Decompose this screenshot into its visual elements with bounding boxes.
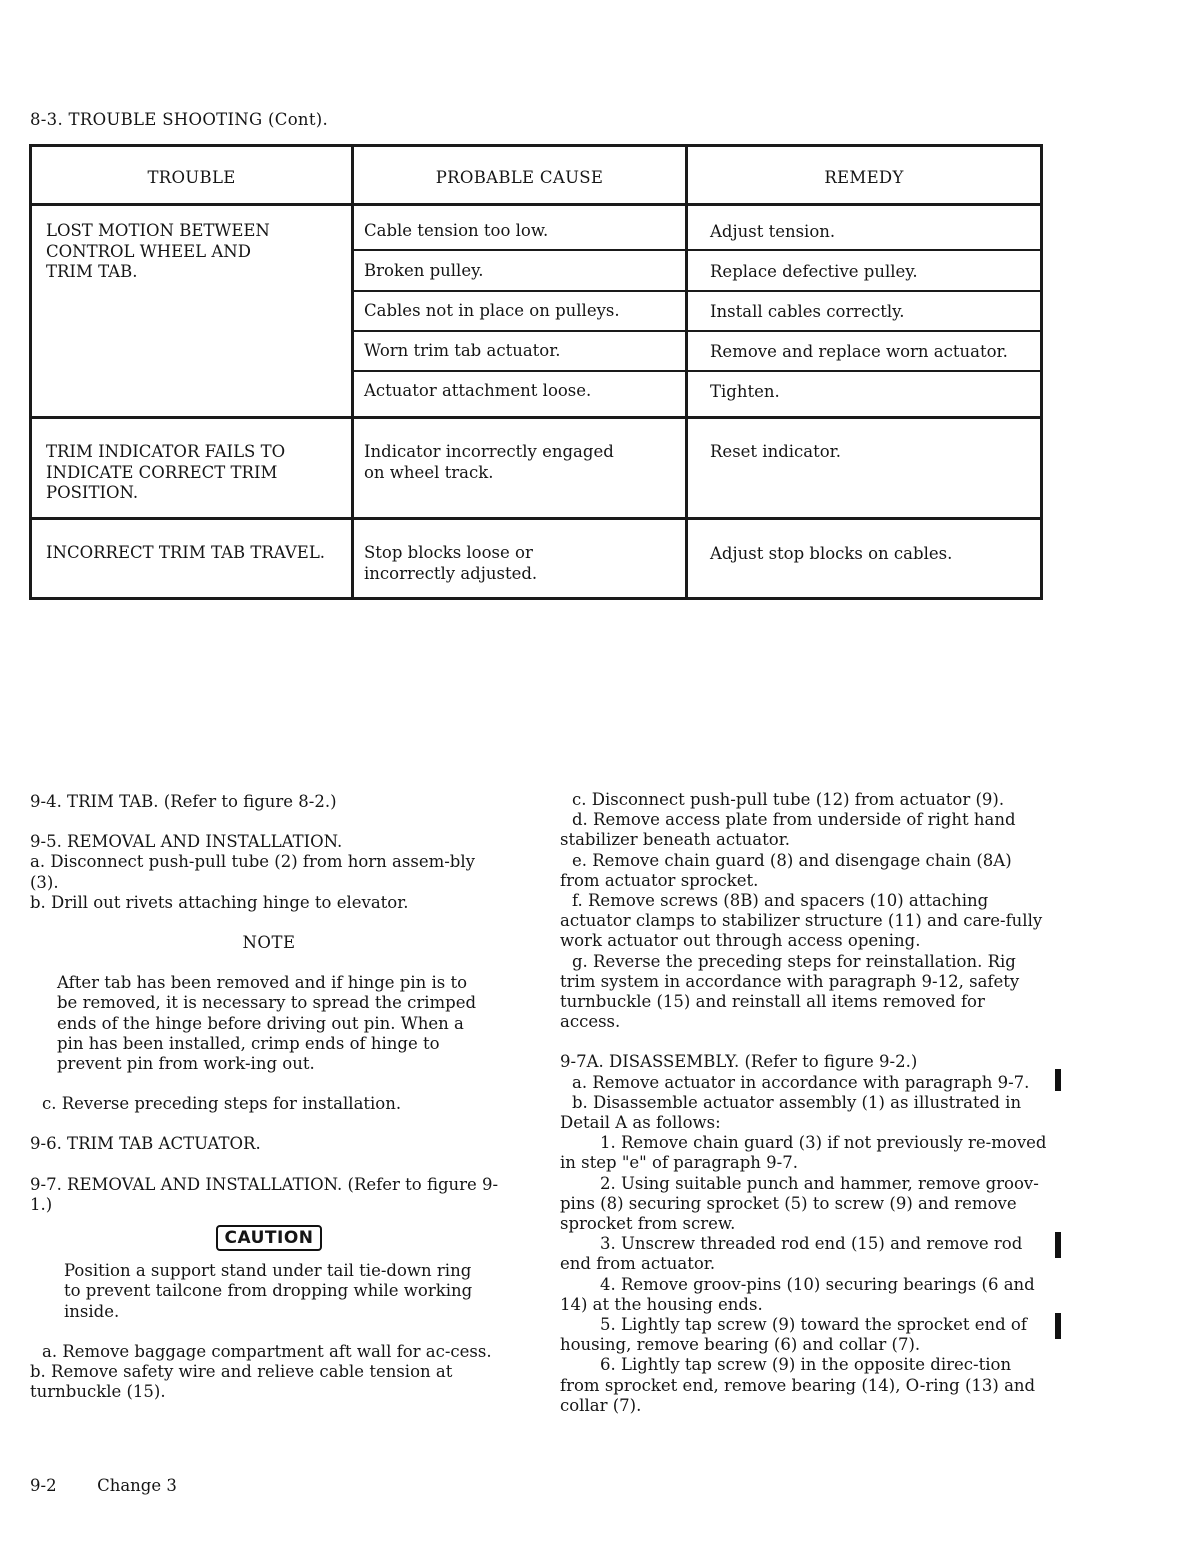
caution-body: Position a support stand under tail tie-down ring to prevent tailcone from dropping while working inside.	[64, 1261, 473, 1321]
revision-bar	[1055, 1232, 1061, 1258]
trouble-cell: LOST MOTION BETWEEN CONTROL WHEEL AND TRIM TAB.	[46, 221, 270, 281]
revision-bar	[1055, 1069, 1061, 1091]
cause-cell: Broken pulley.	[364, 261, 484, 280]
cause-cell: Cables not in place on pulleys.	[364, 301, 620, 320]
paragraph-9-7: 9-7. REMOVAL AND INSTALLATION. (Refer to figure 9-1.)	[30, 1174, 499, 1214]
left-column	[30, 792, 508, 1402]
step-b: b. Drill out rivets attaching hinge to elevator.	[30, 892, 409, 912]
page-number: 9-2	[30, 1476, 57, 1495]
step-a: a. Remove baggage compartment aft wall for ac-cess.	[42, 1341, 492, 1361]
trouble-cell: TRIM INDICATOR FAILS TO INDICATE CORRECT TRIM POSITION.	[46, 442, 286, 502]
remedy-cell: Remove and replace worn actuator.	[710, 342, 1008, 361]
step-a: a. Disconnect push-pull tube (2) from horn assem-bly (3).	[30, 852, 475, 892]
cause-cell: Worn trim tab actuator.	[364, 341, 561, 360]
step-b: b. Remove safety wire and relieve cable tension at turnbuckle (15).	[30, 1362, 453, 1402]
step-g: g. Reverse the preceding steps for reinstallation. Rig trim system in accordance with paragraph 9-12, safety turnbuckle (15) and reinstall all items removed for access.	[560, 951, 1020, 1032]
paragraph-9-6: 9-6. TRIM TAB ACTUATOR.	[30, 1134, 261, 1154]
right-column	[560, 790, 1048, 1416]
step-c: c. Reverse preceding steps for installation.	[42, 1094, 402, 1114]
trouble-cell: INCORRECT TRIM TAB TRAVEL.	[46, 543, 326, 562]
substep-1: 1. Remove chain guard (3) if not previously re-moved in step "e" of paragraph 9-7.	[560, 1133, 1047, 1173]
substep-6: 6. Lightly tap screw (9) in the opposite direc-tion from sprocket end, remove bearing (14), O-ring (13) and collar (7).	[560, 1355, 1036, 1415]
step-f: f. Remove screws (8B) and spacers (10) attaching actuator clamps to stabilizer structure (11) and care-fully work actuator out through access opening.	[560, 891, 1043, 951]
paragraph-9-4: 9-4. TRIM TAB. (Refer to figure 8-2.)	[30, 792, 337, 811]
remedy-cell: Tighten.	[710, 382, 780, 401]
cause-cell: Indicator incorrectly engaged on wheel track.	[364, 442, 614, 482]
substep-5: 5. Lightly tap screw (9) toward the sprocket end of housing, remove bearing (6) and collar (7).	[560, 1315, 1027, 1355]
paragraph-9-7A: 9-7A. DISASSEMBLY. (Refer to figure 9-2.)	[560, 1052, 918, 1072]
step-a: a. Remove actuator in accordance with paragraph 9-7.	[572, 1072, 1030, 1092]
step-e: e. Remove chain guard (8) and disengage chain (8A) from actuator sprocket.	[560, 850, 1012, 890]
step-b: b. Disassemble actuator assembly (1) as illustrated in Detail A as follows:	[560, 1092, 1022, 1133]
revision-bar	[1055, 1313, 1061, 1339]
remedy-cell: Replace defective pulley.	[710, 262, 918, 281]
change-number: Change 3	[97, 1476, 177, 1495]
remedy-cell: Adjust stop blocks on cables.	[710, 544, 953, 563]
cause-cell: Actuator attachment loose.	[364, 381, 592, 400]
note-body: After tab has been removed and if hinge pin is to be removed, it is necessary to spread the crimped ends of the hinge before driving out pin. When a pin has been installed, crimp ends of hinge to prevent pin from work-ing out.	[57, 973, 477, 1074]
note-title: NOTE	[242, 933, 296, 953]
remedy-cell: Install cables correctly.	[710, 302, 905, 321]
step-d: d. Remove access plate from underside of right hand stabilizer beneath actuator.	[560, 810, 1016, 850]
substep-3: 3. Unscrew threaded rod end (15) and remove rod end from actuator.	[560, 1234, 1023, 1274]
caution-badge: CAUTION	[216, 1225, 321, 1251]
cause-cell: Cable tension too low.	[364, 221, 549, 240]
header-probable-cause: PROBABLE CAUSE	[435, 168, 604, 187]
remedy-cell: Reset indicator.	[710, 442, 842, 461]
header-remedy: REMEDY	[824, 168, 904, 187]
remedy-cell: Adjust tension.	[710, 222, 836, 241]
troubleshooting-table	[29, 144, 1043, 600]
page-footer	[30, 1476, 177, 1495]
substep-2: 2. Using suitable punch and hammer, remove groov-pins (8) securing sprocket (5) to screw (9) and remove sprocket from screw.	[560, 1173, 1039, 1234]
step-c: c. Disconnect push-pull tube (12) from actuator (9).	[572, 790, 1005, 809]
cause-cell: Stop blocks loose or incorrectly adjusted.	[364, 543, 538, 583]
paragraph-9-5: 9-5. REMOVAL AND INSTALLATION.	[30, 832, 343, 852]
header-trouble: TROUBLE	[147, 168, 236, 187]
section-heading: 8-3. TROUBLE SHOOTING (Cont).	[30, 110, 329, 129]
substep-4: 4. Remove groov-pins (10) securing bearings (6 and 14) at the housing ends.	[560, 1274, 1035, 1314]
